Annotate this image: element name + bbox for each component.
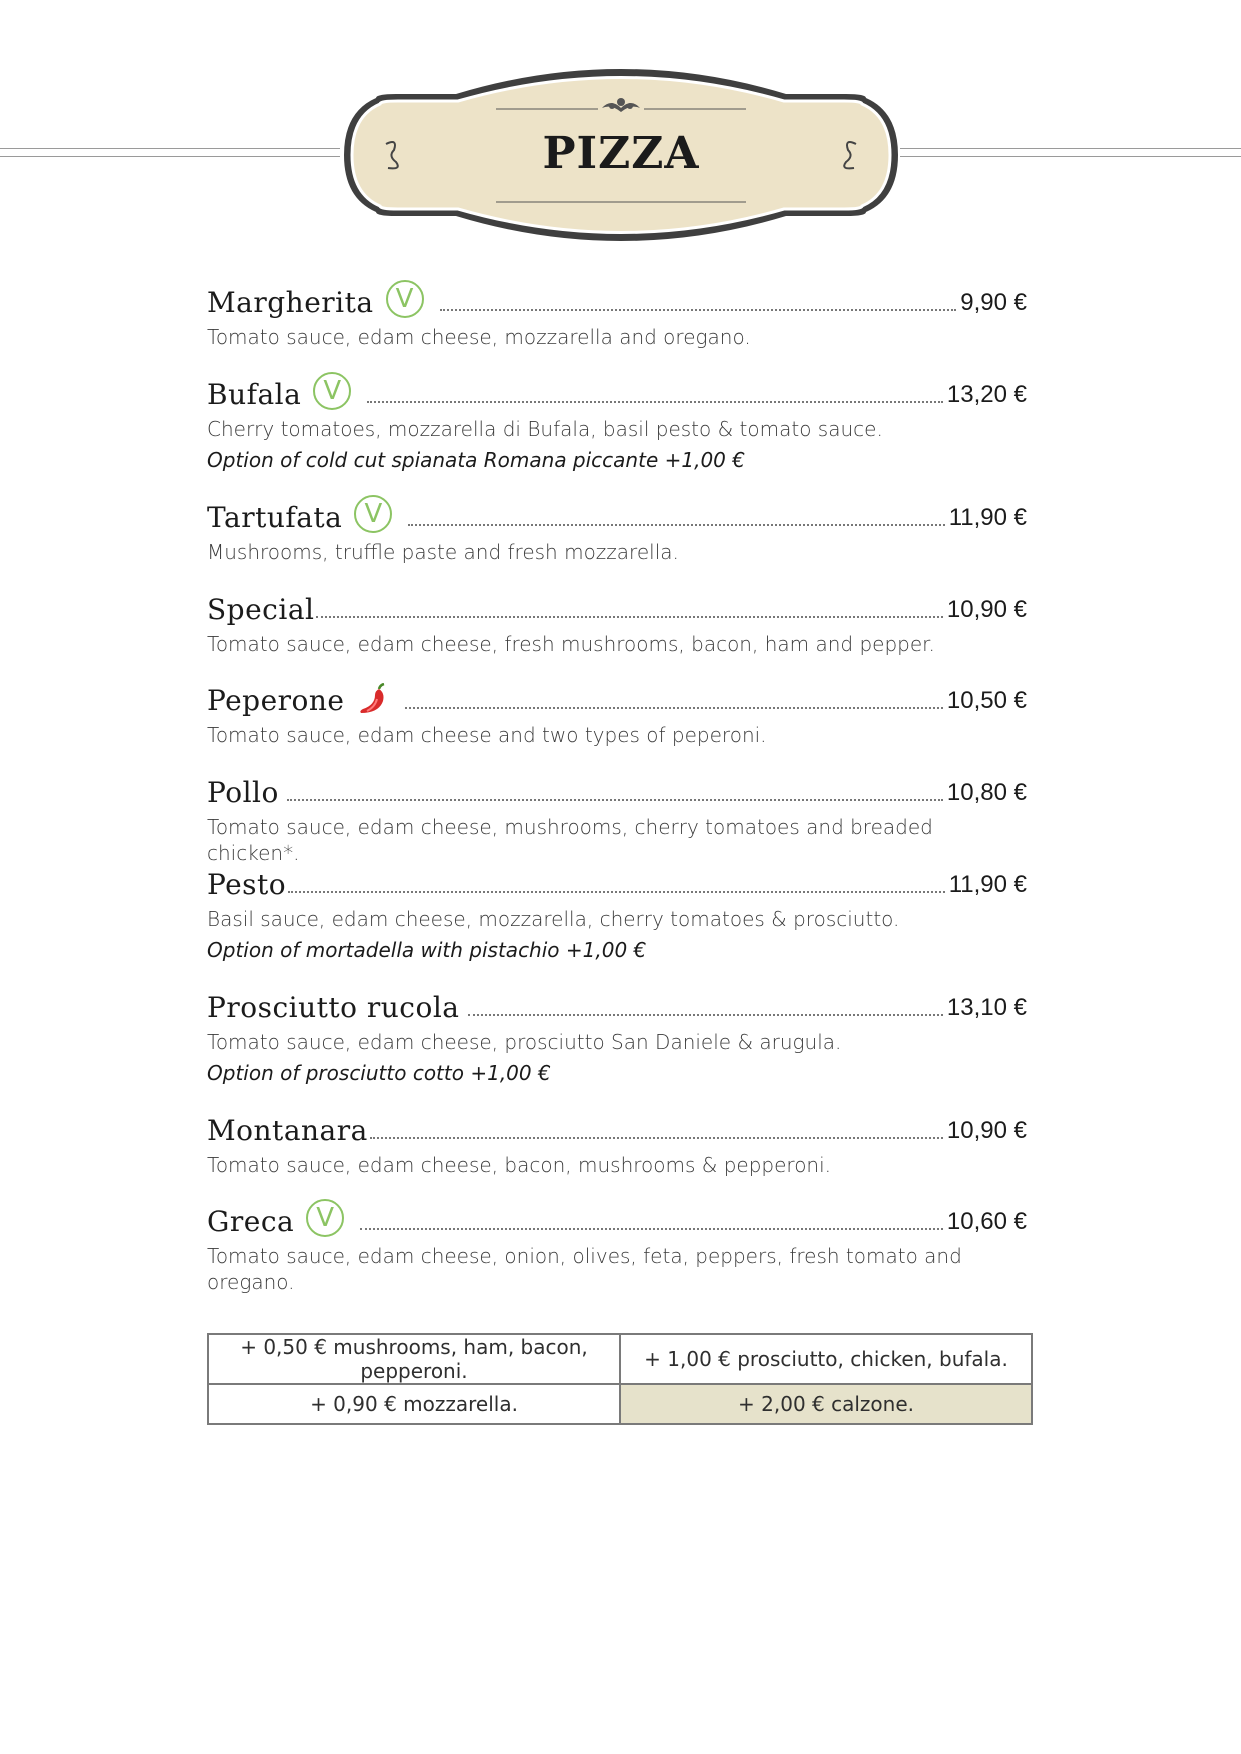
item-option: Option of cold cut spianata Romana piccante +1,00 € bbox=[207, 448, 745, 472]
table-row bbox=[208, 1384, 1032, 1424]
item-name: Pollo bbox=[207, 776, 279, 809]
leader-dots bbox=[367, 401, 943, 403]
item-name: Bufala bbox=[207, 378, 302, 411]
menu-item-greca bbox=[207, 1199, 1027, 1295]
item-price: 10,90 € bbox=[946, 1117, 1027, 1144]
item-price: 10,80 € bbox=[946, 779, 1027, 806]
menu-item-margherita bbox=[207, 280, 1027, 350]
item-name: Margherita bbox=[207, 286, 374, 319]
item-price: 11,90 € bbox=[948, 504, 1027, 531]
header-rule-left-bottom bbox=[0, 156, 340, 157]
header-rule-right-bottom bbox=[900, 156, 1241, 157]
vegetarian-icon: V bbox=[306, 1199, 344, 1237]
item-description: Tomato sauce, edam cheese, onion, olives, feta, peppers, fresh tomato and oregano. bbox=[207, 1244, 962, 1294]
item-name: Greca bbox=[207, 1205, 295, 1238]
item-price: 11,90 € bbox=[948, 871, 1027, 898]
leader-dots bbox=[468, 1014, 943, 1016]
header-rule-right-top bbox=[900, 148, 1241, 149]
menu-item-bufala bbox=[207, 372, 1027, 473]
menu-item-special bbox=[207, 587, 1027, 657]
leader-dots bbox=[440, 309, 957, 311]
item-name: Montanara bbox=[207, 1114, 368, 1147]
item-price: 10,90 € bbox=[946, 596, 1027, 623]
extras-cell: + 1,00 € prosciutto, chicken, bufala. bbox=[620, 1334, 1032, 1384]
item-description: Tomato sauce, edam cheese and two types of peperoni. bbox=[207, 723, 767, 747]
page-title: PIZZA bbox=[542, 128, 700, 179]
vegetarian-icon: V bbox=[386, 280, 424, 318]
vegetarian-icon: V bbox=[354, 495, 392, 533]
item-description: Cherry tomatoes, mozzarella di Bufala, basil pesto & tomato sauce. bbox=[207, 417, 883, 441]
item-description: Basil sauce, edam cheese, mozzarella, cherry tomatoes & prosciutto. bbox=[207, 907, 900, 931]
chili-pepper-icon bbox=[355, 683, 389, 722]
item-description: Tomato sauce, edam cheese, bacon, mushrooms & pepperoni. bbox=[207, 1153, 832, 1177]
item-name: Pesto bbox=[207, 868, 287, 901]
leader-dots bbox=[408, 524, 944, 526]
leader-dots bbox=[360, 1228, 943, 1230]
item-price: 13,10 € bbox=[946, 994, 1027, 1021]
leader-dots bbox=[405, 707, 943, 709]
menu-item-tartufata bbox=[207, 495, 1027, 565]
menu-item-peperone bbox=[207, 678, 1027, 748]
leader-dots bbox=[370, 1137, 943, 1139]
item-option: Option of mortadella with pistachio +1,00 € bbox=[207, 938, 647, 962]
item-name: Special bbox=[207, 593, 315, 626]
extras-cell: + 2,00 € calzone. bbox=[620, 1384, 1032, 1424]
item-name: Prosciutto rucola bbox=[207, 991, 460, 1024]
item-description: Mushrooms, truffle paste and fresh mozzarella. bbox=[207, 540, 679, 564]
item-price: 10,60 € bbox=[946, 1208, 1027, 1235]
leader-dots bbox=[288, 891, 945, 893]
item-name: Peperone bbox=[207, 684, 345, 717]
menu-item-pesto bbox=[207, 862, 1027, 963]
table-row bbox=[208, 1334, 1032, 1384]
menu-item-montanara bbox=[207, 1108, 1027, 1178]
item-description: Tomato sauce, edam cheese, mozzarella and oregano. bbox=[207, 325, 751, 349]
leader-dots bbox=[287, 799, 943, 801]
item-price: 9,90 € bbox=[960, 289, 1027, 316]
extras-cell: + 0,50 € mushrooms, ham, bacon, pepperoni. bbox=[208, 1334, 620, 1384]
menu-item-prosciutto-rucola bbox=[207, 985, 1027, 1086]
extras-cell: + 0,90 € mozzarella. bbox=[208, 1384, 620, 1424]
header-rule-left-top bbox=[0, 148, 340, 149]
item-description: Tomato sauce, edam cheese, fresh mushrooms, bacon, ham and pepper. bbox=[207, 632, 935, 656]
item-option: Option of prosciutto cotto +1,00 € bbox=[207, 1061, 551, 1085]
menu-item-pollo bbox=[207, 770, 1027, 866]
item-description: Tomato sauce, edam cheese, prosciutto San Daniele & arugula. bbox=[207, 1030, 842, 1054]
item-name: Tartufata bbox=[207, 501, 343, 534]
item-price: 10,50 € bbox=[946, 687, 1027, 714]
item-description: Tomato sauce, edam cheese, mushrooms, cherry tomatoes and breaded chicken*. bbox=[207, 815, 933, 865]
title-banner bbox=[336, 64, 906, 246]
vegetarian-icon: V bbox=[313, 372, 351, 410]
item-price: 13,20 € bbox=[946, 381, 1027, 408]
extras-table bbox=[207, 1333, 1033, 1425]
leader-dots bbox=[316, 616, 942, 618]
